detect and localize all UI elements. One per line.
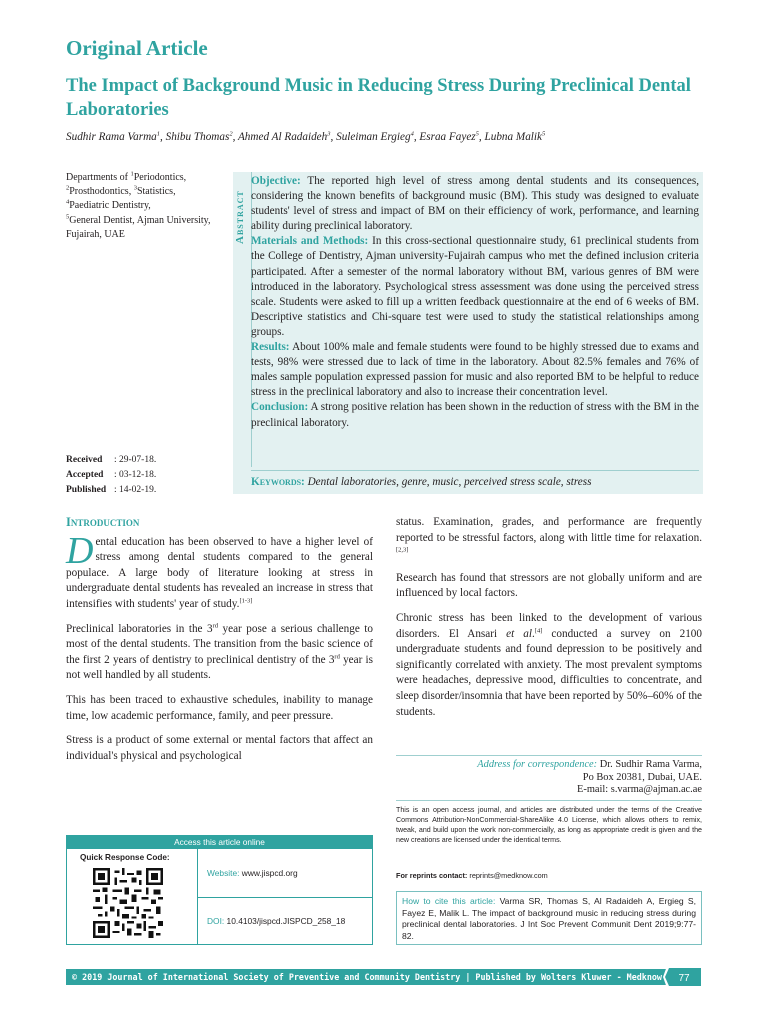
citation-ref[interactable]: [2,3] — [396, 546, 409, 554]
affiliation-prefix: Departments of — [66, 172, 131, 183]
correspondence-label: Address for correspondence: — [477, 759, 598, 770]
website-line — [207, 868, 298, 878]
abstract-methods — [251, 234, 699, 340]
ordinal-sup: rd — [334, 653, 340, 661]
paragraph: Stress is a product of some external or mental factors that affect an individual's physical and psychological — [66, 734, 373, 762]
doi-line — [207, 916, 345, 926]
paragraph-text: year pose a serious challenge to most of the dental students. The transition from the basic science of the first 2 years of dentistry to preclinical dentistry of the 3 — [66, 622, 374, 666]
published-date — [66, 483, 156, 498]
access-online-box — [66, 835, 373, 945]
abstract-side-text: Abstract — [234, 190, 246, 244]
author: Suleiman Ergieg — [336, 131, 411, 143]
affiliation-sup: 1 — [130, 170, 134, 178]
received-value: : 29-07-18. — [114, 455, 157, 465]
ordinal-sup: rd — [212, 621, 219, 629]
affiliation-sup: 3 — [133, 184, 137, 192]
abstract-results — [251, 340, 699, 400]
author: Lubna Malik — [484, 131, 542, 143]
received-date — [66, 453, 156, 468]
keywords-label: Keywords: — [251, 476, 305, 488]
paragraph-text: . — [531, 627, 535, 640]
affiliation: Periodontics, — [133, 172, 187, 183]
paragraph — [66, 622, 373, 684]
affiliation: Statistics, — [136, 186, 176, 198]
author-sup: 5 — [542, 130, 546, 138]
reprints-contact — [396, 871, 548, 880]
results-text: About 100% male and female students were found to be highly stressed due to exams and tests, 98% were stressed due to lack of time in the laboratory. About 82.5% females and 76% of males sample population expressed passion for music and also reported BM to be helpful to reduce stress in the preclinical laboratory and also to increase their concentration level. — [251, 341, 699, 399]
affiliation: Prosthodontics, — [69, 186, 134, 198]
affiliation: General Dentist, Ajman University, Fujairah, UAE — [66, 214, 211, 240]
results-label: Results: — [251, 341, 290, 354]
paragraph-text: conducted a survey on 2100 undergraduate students and found depression to be positively and significantly correlated with anxiety. The most prevalent symptoms were headaches, depressive mood, difficulties to concentrate, and sleep disorder/insomnia that have been reported by 50%–60% of the students. — [396, 627, 703, 718]
article-type: Original Article — [66, 36, 208, 60]
author: Sudhir Rama Varma — [66, 131, 157, 143]
article-title: The Impact of Background Music in Reducing Stress During Preclinical Dental Laboratories — [66, 76, 691, 120]
reprints-email[interactable]: reprints@medknow.com — [467, 871, 548, 880]
affiliation-sup: 4 — [66, 199, 70, 207]
body-column-right — [396, 515, 702, 729]
paragraph-text: ental education has been observed to have a higher level of stress among dental students compared to the general populace. A large body of literature looking at stress in undergraduate dental students has revealed an increase in stress that intensifies with students' year of study. — [66, 535, 373, 610]
objective-text: The reported high level of stress among dental students and its consequences, considering the known benefits of background music (BM). This study was designed to evaluate students' level of stress and impact of BM on their efficiency of work, performance, and learning ability during preclinical laboratory. — [251, 175, 699, 233]
author-sup: 1 — [156, 130, 160, 138]
citation-text: Varma SR, Thomas S, Al Radaideh A, Ergieg S, Fayez E, Malik L. The impact of background music in reducing stress during preclinical dental laboratories. J Int Soc Prevent Communit Dent 2019;9:77-82. — [402, 896, 696, 941]
paragraph — [396, 515, 702, 562]
correspondence-email[interactable]: E-mail: s.varma@ajman.ac.ae — [577, 784, 702, 795]
methods-label: Materials and Methods: — [251, 235, 369, 248]
abstract-objective — [251, 174, 699, 234]
citation-ref[interactable]: [1-3] — [239, 597, 253, 605]
affiliations — [66, 171, 216, 242]
author-sup: 5 — [475, 130, 479, 138]
access-heading: Access this article online — [67, 836, 372, 849]
affiliation-sup: 5 — [66, 213, 70, 221]
affiliation-sup: 2 — [66, 184, 70, 192]
article-dates — [66, 453, 156, 498]
page-number-badge — [663, 966, 703, 988]
correspondence-address — [396, 755, 702, 797]
qr-label: Quick Response Code: — [80, 853, 170, 862]
objective-label: Objective: — [251, 175, 301, 187]
conclusion-label: Conclusion: — [251, 401, 309, 414]
accepted-label: Accepted — [66, 470, 104, 480]
doi-label: DOI: — [207, 916, 225, 926]
license-text: This is an open access journal, and articles are distributed under the terms of the Creative Commons Attribution-NonCommercial-ShareAlike 4.0 License, which allows others to remix, tweak, and build upon the work non-commercially, as long as appropriate credit is given and the new creations are licensed under the identical terms. — [396, 800, 702, 845]
citation-ref[interactable]: [4] — [534, 626, 543, 634]
paragraph-text: year is not well handled by all students. — [66, 653, 373, 682]
keywords-text: Dental laboratories, genre, music, perceived stress scale, stress — [304, 476, 592, 488]
author-sup: 4 — [410, 130, 414, 138]
qr-code-icon[interactable] — [93, 866, 163, 940]
keywords — [251, 470, 699, 492]
access-divider — [198, 897, 372, 898]
abstract-body — [251, 174, 699, 431]
correspondence-address-line: Po Box 20381, Dubai, UAE. — [582, 771, 702, 783]
author-list: Sudhir Rama Varma$^1$, Shibu Thomas$^2$, Ahmed Al Radaideh$^3$, Suleiman Ergieg$^4$, Esraa Fayez$^5$, Lubna Malik$^5$ — [66, 130, 546, 143]
doi-link[interactable]: 10.4103/jispcd.JISPCD_258_18 — [224, 916, 346, 926]
paragraph-text: status. Examination, grades, and performance are frequently reported to be stressful factors, along with little time for relaxation. — [396, 516, 702, 544]
et-al: et al — [506, 627, 532, 640]
website-label: Website: — [207, 868, 240, 878]
accepted-date — [66, 468, 156, 483]
affiliation: Paediatric Dentistry, — [69, 200, 151, 212]
paragraph-text: Chronic stress has been linked to the development of various disorders. El Ansari — [396, 611, 702, 640]
citation-label: How to cite this article: — [402, 896, 496, 906]
methods-text: In this cross-sectional questionnaire study, 61 preclinical students from the College of Dentistry, Ajman university-Fujairah campus who met the defined inclusion criteria participated. After a semester of the normal laboratory without BM, various genres of BM were introduced in the laboratory. Psychological stress assessment was done using the perceived stress scale. Students were asked to fill up a written feedback questionnaire at the end of 6 weeks of BM. Descriptive statistics and Chi-square test were used to study the statistical relationships among groups. — [251, 235, 699, 338]
page-footer: © 2019 Journal of International Society of Preventive and Community Dentistry | Published by Wolters Kluwer - Medknow — [66, 969, 668, 985]
conclusion-text: A strong positive relation has been shown in the reduction of stress with the BM in the preclinical laboratory. — [251, 401, 699, 429]
reprints-label: For reprints contact: — [396, 871, 468, 880]
citation-box — [396, 891, 702, 945]
published-label: Published — [66, 485, 107, 495]
author: Esraa Fayez — [419, 131, 476, 143]
page-number: 77 — [678, 973, 690, 984]
body-column-left — [66, 515, 373, 773]
website-link[interactable]: www.jispcd.org — [239, 868, 298, 878]
accepted-value: : 03-12-18. — [114, 470, 157, 480]
paragraph: This has been traced to exhaustive schedules, inability to manage time, low academic performance, family, and peer pressure. — [66, 693, 373, 722]
correspondence-name-line — [396, 759, 702, 772]
author: Shibu Thomas — [165, 131, 230, 143]
abstract-side-label — [233, 172, 251, 252]
drop-cap: D — [66, 529, 94, 572]
author-sup: 3 — [327, 130, 331, 138]
paragraph-text: Preclinical laboratories in the 3 — [66, 622, 213, 635]
paragraph — [66, 529, 373, 613]
received-label: Received — [66, 455, 103, 465]
author: Ahmed Al Radaideh — [237, 131, 328, 143]
paragraph: Research has found that stressors are not globally uniform and are influenced by local factors. — [396, 571, 702, 600]
section-heading-introduction: Introduction — [66, 515, 140, 529]
author-sup: 2 — [229, 130, 233, 138]
paragraph — [396, 611, 702, 720]
correspondence-name: Dr. Sudhir Rama Varma, — [597, 759, 702, 770]
published-value: : 14-02-19. — [114, 485, 157, 495]
abstract-conclusion — [251, 400, 699, 430]
